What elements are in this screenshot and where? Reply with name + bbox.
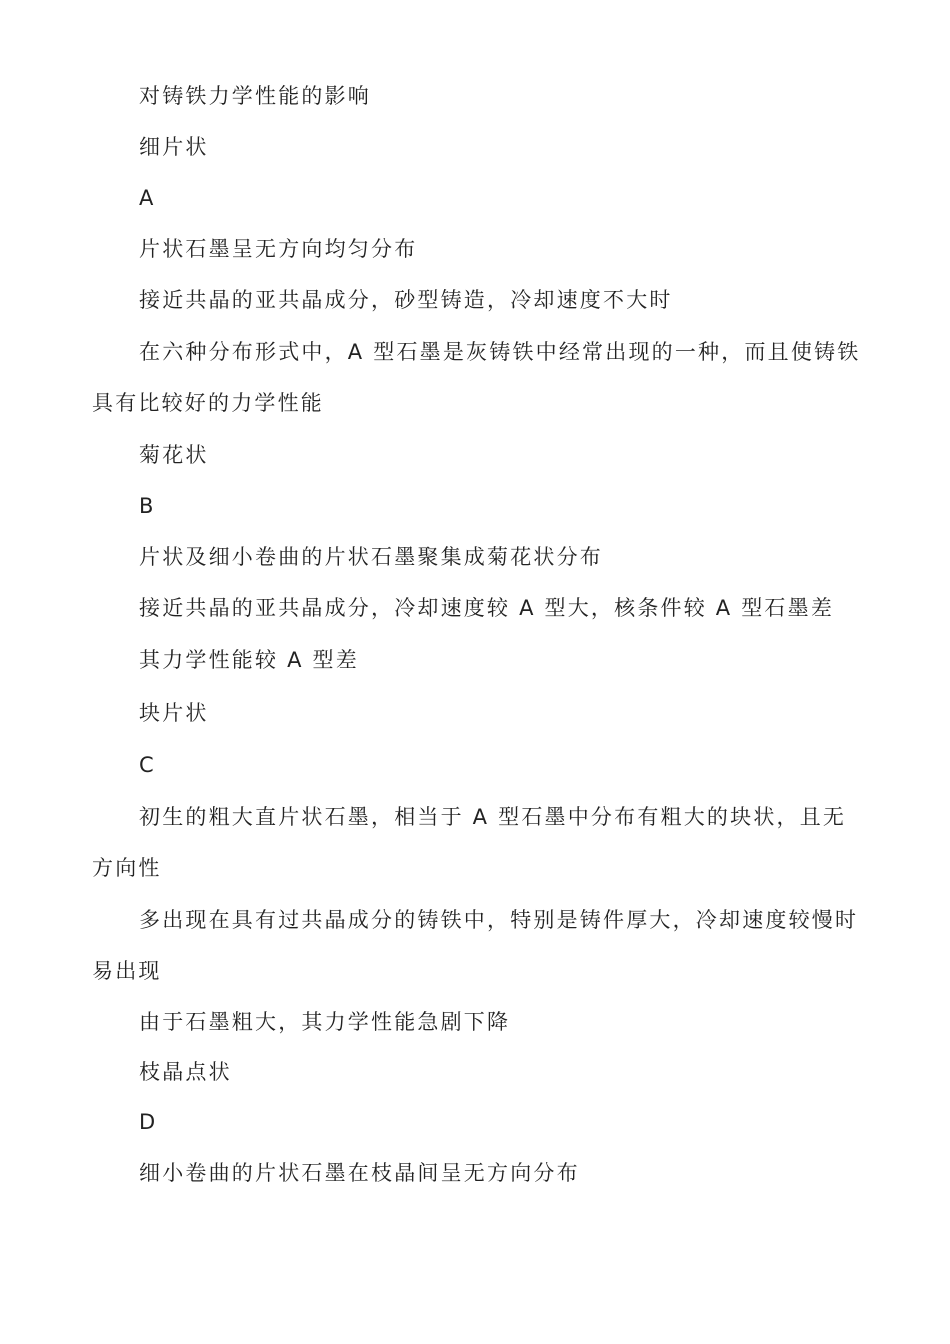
paragraph-distribution-b: 片状及细小卷曲的片状石墨聚集成菊花状分布 (139, 545, 603, 569)
paragraph-type-a: A (139, 186, 156, 210)
paragraph-morphology-b: 菊花状 (139, 443, 209, 467)
paragraph-distribution-c: 初生的粗大直片状石墨，相当于 A 型石墨中分布有粗大的块状，且无方向性 (92, 805, 847, 880)
paragraph-distribution-a: 片状石墨呈无方向均匀分布 (139, 237, 418, 261)
paragraph-morphology-c: 块片状 (139, 701, 209, 725)
paragraph-type-b: B (139, 494, 156, 518)
paragraph-condition-a: 接近共晶的亚共晶成分，砂型铸造，冷却速度不大时 (139, 288, 673, 312)
paragraph-heading: 对铸铁力学性能的影响 (139, 84, 371, 108)
paragraph-morphology-a: 细片状 (139, 135, 209, 159)
paragraph-effect-a: 在六种分布形式中，A 型石墨是灰铸铁中经常出现的一种，而且使铸铁具有比较好的力学性能 (92, 340, 861, 415)
paragraph-condition-c: 多出现在具有过共晶成分的铸铁中，特别是铸件厚大，冷却速度较慢时易出现 (92, 908, 859, 983)
paragraph-morphology-d: 枝晶点状 (139, 1060, 232, 1084)
paragraph-effect-b: 其力学性能较 A 型差 (139, 648, 359, 672)
paragraph-distribution-d: 细小卷曲的片状石墨在枝晶间呈无方向分布 (139, 1161, 580, 1185)
paragraph-type-d: D (139, 1110, 158, 1134)
paragraph-type-c: C (139, 753, 156, 777)
paragraph-condition-b: 接近共晶的亚共晶成分，冷却速度较 A 型大，核条件较 A 型石墨差 (139, 596, 835, 620)
paragraph-effect-c: 由于石墨粗大，其力学性能急剧下降 (139, 1010, 511, 1034)
